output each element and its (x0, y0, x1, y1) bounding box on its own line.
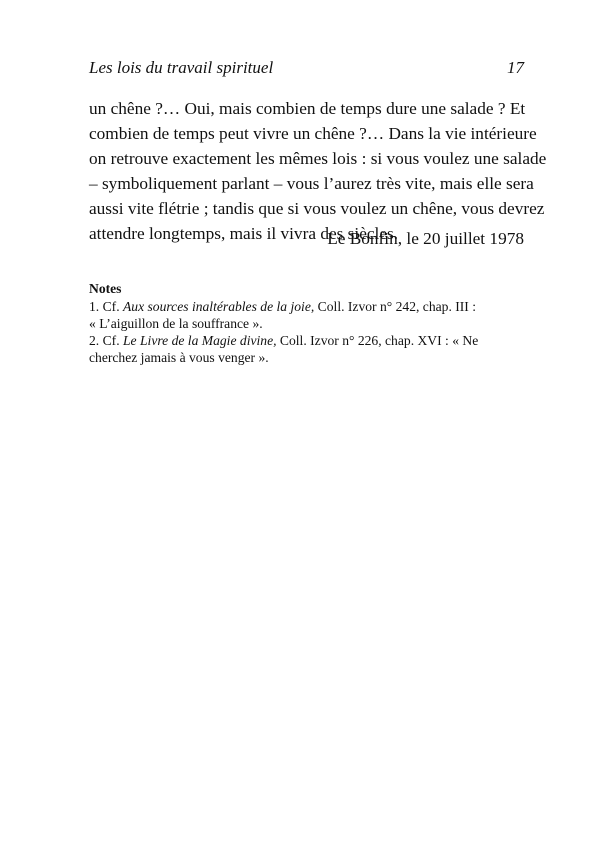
note-line (89, 298, 524, 315)
note-line: « L’aiguillon de la souffrance ». (89, 316, 263, 331)
running-head (89, 58, 524, 80)
signature-date: Le Bonfin, le 20 juillet 1978 (327, 229, 524, 248)
body-line: aussi vite flétrie ; tandis que si vous voulez un chêne, vous devrez (89, 199, 545, 218)
note-line (89, 332, 524, 349)
running-title: Les lois du travail spirituel (89, 58, 274, 77)
note-book-title: Le Livre de la Magie divine, (122, 333, 277, 348)
body-line: un chêne ?… Oui, mais combien de temps dure une salade ? Et (89, 99, 526, 118)
notes-section (89, 280, 524, 366)
body-line: attendre longtemps, mais il vivra des siècles. (89, 224, 399, 243)
note-reference: Coll. Izvor n° 242, chap. III : (314, 299, 477, 314)
note-prefix: 1. Cf. (89, 299, 123, 314)
note-line: cherchez jamais à vous venger ». (89, 350, 269, 365)
note-reference: Coll. Izvor n° 226, chap. XVI : « Ne (276, 333, 479, 348)
note-item (89, 298, 524, 332)
page-number: 17 (507, 58, 524, 77)
body-paragraph (89, 96, 547, 246)
note-book-title: Aux sources inaltérables de la joie, (122, 299, 315, 314)
notes-heading: Notes (89, 281, 122, 296)
body-line: on retrouve exactement les mêmes lois : si vous voulez une salade (89, 149, 547, 168)
note-prefix: 2. Cf. (89, 333, 123, 348)
body-line: combien de temps peut vivre un chêne ?… Dans la vie intérieure (89, 124, 537, 143)
body-line: – symboliquement parlant – vous l’aurez très vite, mais elle sera (89, 174, 534, 193)
note-item (89, 332, 524, 366)
